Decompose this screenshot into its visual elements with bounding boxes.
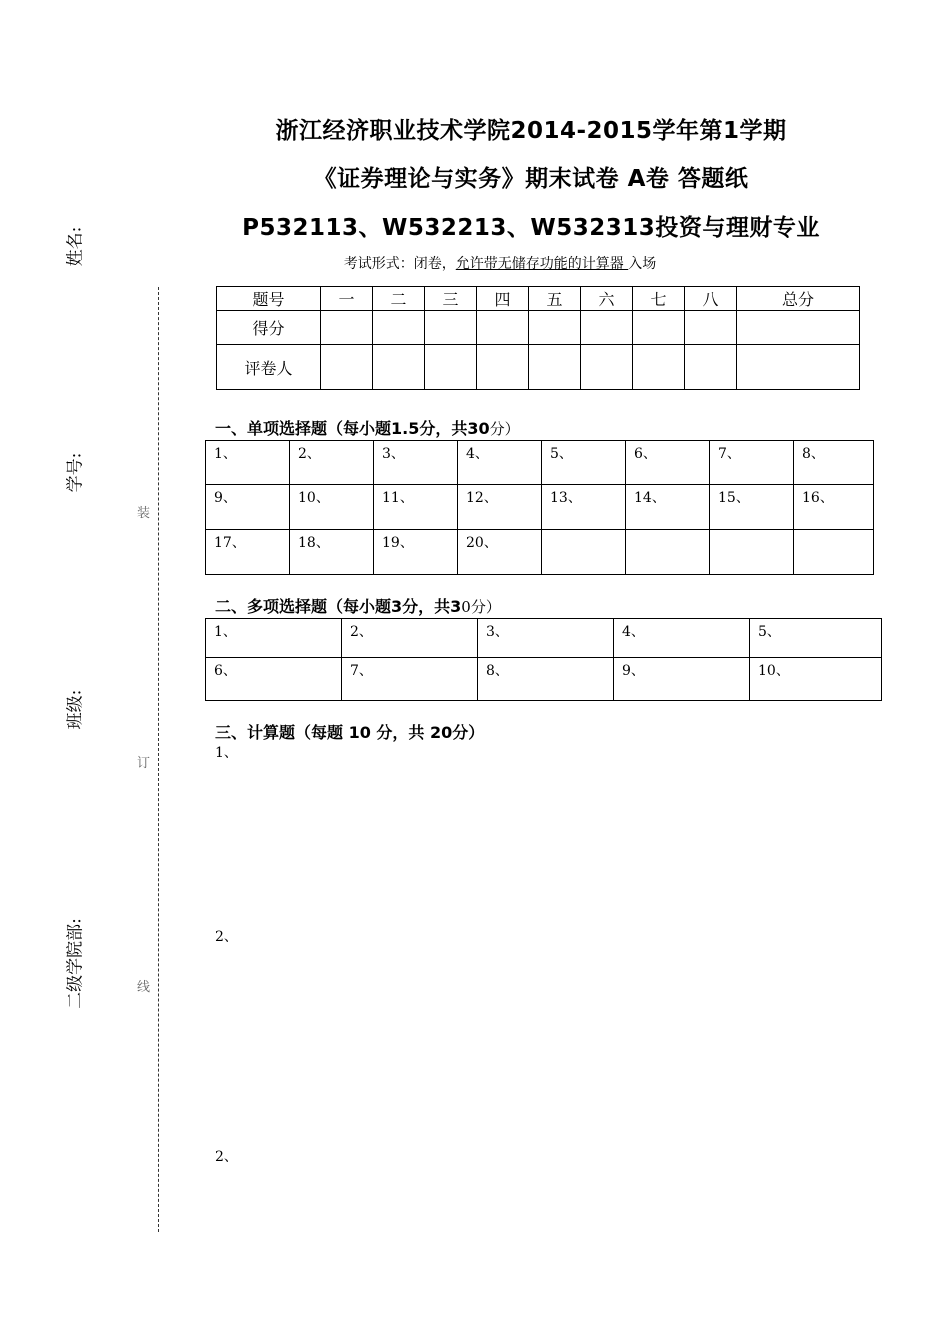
- score-cell: [685, 311, 737, 345]
- answer-cell: 3、: [374, 441, 458, 485]
- score-header-row: [217, 287, 860, 311]
- section1-row: [206, 530, 874, 575]
- college-label: 二级学院部:: [65, 918, 86, 1009]
- score-cell: [477, 311, 529, 345]
- exam-title-line1: 浙江经济职业技术学院2014-2015学年第1学期: [275, 118, 787, 144]
- answer-cell: [626, 530, 710, 575]
- binding-char-xian: 线: [137, 980, 151, 995]
- exam-form-prefix: 考试形式：闭卷，: [343, 256, 456, 272]
- exam-form-note: [0, 253, 950, 273]
- score-cell: [373, 311, 425, 345]
- score-header-cell: 六: [581, 287, 633, 311]
- exam-form-calculator: 允许带无储存功能的计算器: [455, 256, 629, 272]
- answer-cell: 1、: [206, 619, 342, 658]
- section2-title: [215, 594, 501, 617]
- class-label: 班级:: [65, 689, 86, 730]
- answer-cell: 9、: [614, 658, 750, 701]
- answer-cell: [542, 530, 626, 575]
- score-header-cell: 三: [425, 287, 477, 311]
- binding-char-zhuang: 装: [137, 506, 151, 521]
- student-id-label: 学号:: [65, 452, 86, 493]
- section1-answer-grid: [205, 440, 874, 575]
- answer-cell: 17、: [206, 530, 290, 575]
- section1-row: [206, 441, 874, 485]
- grader-cell: [633, 345, 685, 390]
- grader-cell: [321, 345, 373, 390]
- answer-cell: 10、: [750, 658, 882, 701]
- answer-cell: 18、: [290, 530, 374, 575]
- score-row: [217, 311, 860, 345]
- answer-cell: 7、: [342, 658, 478, 701]
- answer-cell: 9、: [206, 485, 290, 530]
- exam-title-line3: P532113、W532213、W532313投资与理财专业: [242, 215, 820, 241]
- answer-cell: 6、: [206, 658, 342, 701]
- answer-cell: [794, 530, 874, 575]
- grader-cell: [477, 345, 529, 390]
- section1-title-suffix: 分）: [489, 420, 520, 438]
- score-cell: [529, 311, 581, 345]
- grader-cell: [373, 345, 425, 390]
- answer-cell: 12、: [458, 485, 542, 530]
- section2-title-main: 二、多项选择题（每小题3分，共3: [215, 597, 462, 616]
- section3-title: 三、计算题（每题 10 分，共 20分）: [215, 723, 485, 742]
- score-header-cell: 总分: [737, 287, 860, 311]
- name-label: 姓名:: [65, 226, 86, 267]
- answer-cell: 2、: [290, 441, 374, 485]
- score-cell: [321, 311, 373, 345]
- grader-cell: [737, 345, 860, 390]
- section1-row: [206, 485, 874, 530]
- binding-line: [158, 287, 159, 1232]
- answer-cell: 4、: [614, 619, 750, 658]
- answer-cell: 8、: [478, 658, 614, 701]
- answer-cell: 5、: [750, 619, 882, 658]
- answer-cell: 1、: [206, 441, 290, 485]
- answer-cell: 5、: [542, 441, 626, 485]
- section2-answer-grid: [205, 618, 882, 701]
- answer-cell: 6、: [626, 441, 710, 485]
- section2-title-suffix: 0分）: [461, 598, 501, 616]
- answer-cell: 3、: [478, 619, 614, 658]
- grader-row-label: 评卷人: [217, 345, 321, 390]
- score-cell: [581, 311, 633, 345]
- answer-cell: 10、: [290, 485, 374, 530]
- answer-cell: 11、: [374, 485, 458, 530]
- section2-row: [206, 619, 882, 658]
- exam-form-suffix: 入场: [628, 256, 657, 272]
- score-header-cell: 七: [633, 287, 685, 311]
- answer-cell: 15、: [710, 485, 794, 530]
- answer-cell: [710, 530, 794, 575]
- calc-question-2: 2、: [215, 929, 238, 945]
- section1-title: [215, 416, 520, 439]
- grader-cell: [425, 345, 477, 390]
- answer-cell: 13、: [542, 485, 626, 530]
- exam-title-line2: 《证券理论与实务》期末试卷 A卷 答题纸: [313, 166, 749, 192]
- answer-cell: 4、: [458, 441, 542, 485]
- score-header-cell: 八: [685, 287, 737, 311]
- grader-cell: [685, 345, 737, 390]
- section2-row: [206, 658, 882, 701]
- section1-title-main: 一、单项选择题（每小题1.5分，共30: [215, 419, 490, 438]
- answer-cell: 8、: [794, 441, 874, 485]
- answer-cell: 2、: [342, 619, 478, 658]
- score-cell: [633, 311, 685, 345]
- score-header-cell: 五: [529, 287, 581, 311]
- calc-question-3: 2、: [215, 1149, 238, 1165]
- score-cell: [425, 311, 477, 345]
- answer-cell: 16、: [794, 485, 874, 530]
- binding-char-ding: 订: [137, 756, 151, 771]
- answer-cell: 20、: [458, 530, 542, 575]
- score-header-cell: 二: [373, 287, 425, 311]
- score-header-cell: 四: [477, 287, 529, 311]
- grader-cell: [581, 345, 633, 390]
- score-row-label: 得分: [217, 311, 321, 345]
- grader-cell: [529, 345, 581, 390]
- answer-cell: 7、: [710, 441, 794, 485]
- score-cell: [737, 311, 860, 345]
- answer-cell: 19、: [374, 530, 458, 575]
- calc-question-1: 1、: [215, 745, 238, 761]
- score-header-cell: 题号: [217, 287, 321, 311]
- answer-cell: 14、: [626, 485, 710, 530]
- score-header-cell: 一: [321, 287, 373, 311]
- grader-row: [217, 345, 860, 390]
- score-table: [216, 286, 860, 390]
